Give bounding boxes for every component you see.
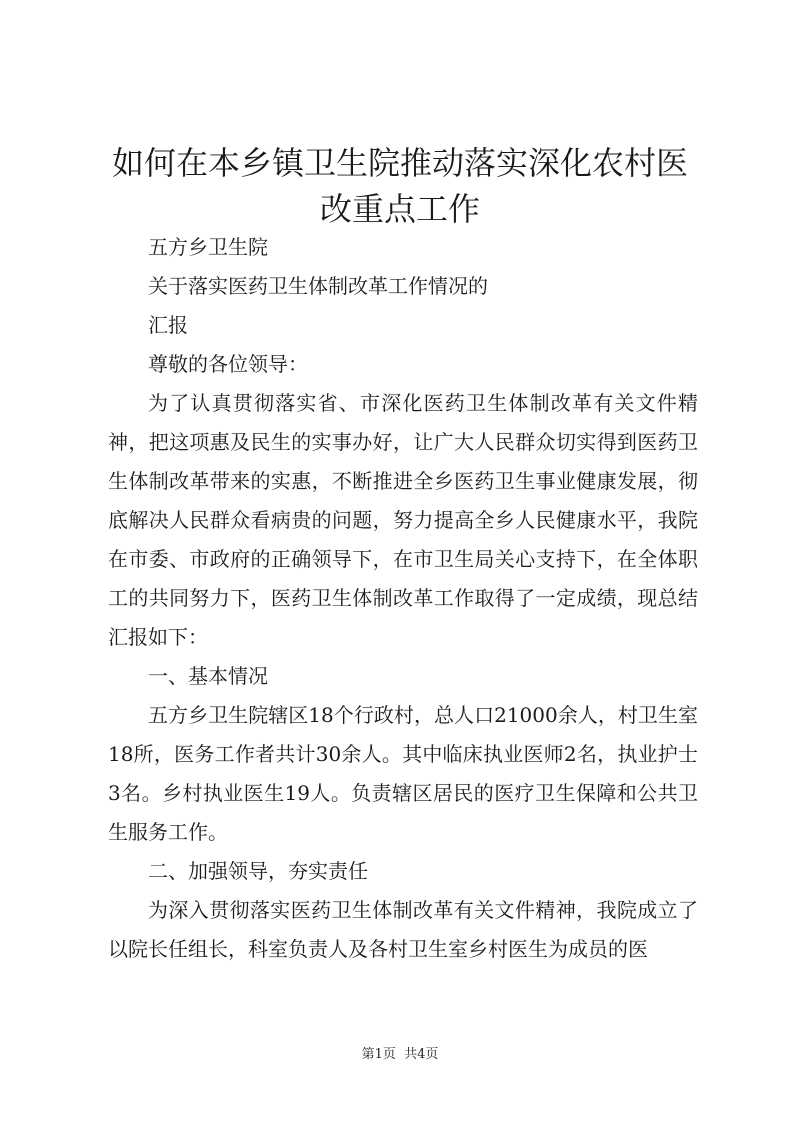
page-number-label: 第1页 共4页 [361, 1047, 439, 1062]
document-title: 如何在本乡镇卫生院推动落实深化农村医改重点工作 [111, 144, 688, 228]
section-heading-leadership: 二、加强领导，夯实责任 [148, 859, 368, 883]
paragraph-report-subject: 关于落实医药卫生体制改革工作情况的 [148, 274, 488, 298]
paragraph-introduction: 为了认真贯彻落实省、市深化医药卫生体制改革有关文件精神，把这项惠及民生的实事办好，让广大人民群众切实得到医药卫生体制改革带来的实惠，不断推进全乡医药卫生事业健康发展，彻底解决人民群众看病贵的问题，努力提高全乡人民健康水平，我院在市委、市政府的正确领导下，在市卫生局关心支持下，在全体职工的共同努力下，医药卫生体制改革工作取得了一定成绩，现总结汇报如下： [108, 391, 698, 649]
paragraph-report-label: 汇报 [148, 313, 188, 337]
paragraph-leadership: 为深入贯彻落实医药卫生体制改革有关文件精神，我院成立了以院长任组长，科室负责人及各村卫生室乡村医生为成员的医 [108, 898, 698, 961]
page-footer [0, 1045, 800, 1065]
paragraph-salutation: 尊敬的各位领导： [148, 352, 308, 376]
paragraph-basic-info: 五方乡卫生院辖区18个行政村，总人口21000余人，村卫生室18所，医务工作者共计30余人。其中临床执业医师2名，执业护士3名。乡村执业医生19人。负责辖区居民的医疗卫生保障和公共卫生服务工作。 [108, 703, 698, 844]
paragraph-organization: 五方乡卫生院 [148, 235, 268, 259]
section-heading-basic-info: 一、基本情况 [148, 664, 268, 688]
document-body [108, 228, 698, 969]
